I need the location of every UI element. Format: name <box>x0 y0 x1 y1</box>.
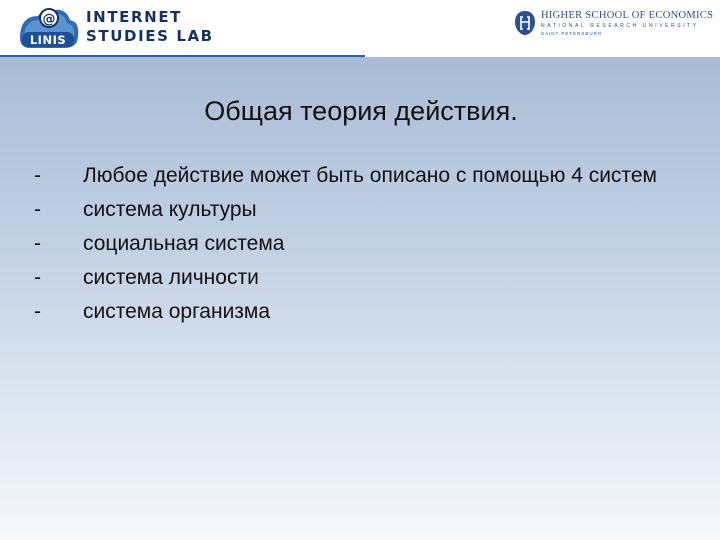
bullet-text: система личности <box>83 266 259 289</box>
bullet-text: система культуры <box>83 198 257 221</box>
hse-line3: SAINT PETERSBURG <box>541 31 603 36</box>
hse-line2: NATIONAL RESEARCH UNIVERSITY <box>541 23 699 29</box>
linis-badge-text: LINIS <box>29 33 67 47</box>
bullet-item <box>34 266 674 289</box>
bullet-text: система организма <box>83 300 271 323</box>
svg-text:@: @ <box>42 12 56 27</box>
hse-wordmark <box>541 10 713 37</box>
bullet-marker: - <box>34 232 41 255</box>
bullet-text: Любое действие может быть описано с помощью 4 систем <box>83 164 657 187</box>
linis-wordmark <box>86 8 214 46</box>
linis-line2: STUDIES LAB <box>86 27 214 45</box>
linis-line1: INTERNET <box>86 8 182 26</box>
bullet-item <box>34 300 674 323</box>
linis-logo <box>14 4 84 52</box>
hse-emblem-icon <box>514 10 536 36</box>
slide-header <box>0 0 720 56</box>
bullet-item <box>34 198 674 221</box>
bullet-marker: - <box>34 300 41 323</box>
bullet-list <box>34 164 674 334</box>
bullet-item <box>34 232 674 255</box>
bullet-marker: - <box>34 164 41 187</box>
slide-title <box>0 96 720 127</box>
bullet-item <box>34 164 674 187</box>
hse-line1: HIGHER SCHOOL OF ECONOMICS <box>541 10 714 21</box>
bullet-text: социальная система <box>83 232 285 255</box>
bullet-marker: - <box>34 198 41 221</box>
bullet-marker: - <box>34 266 41 289</box>
slide-title-text: Общая теория действия. <box>204 96 518 126</box>
